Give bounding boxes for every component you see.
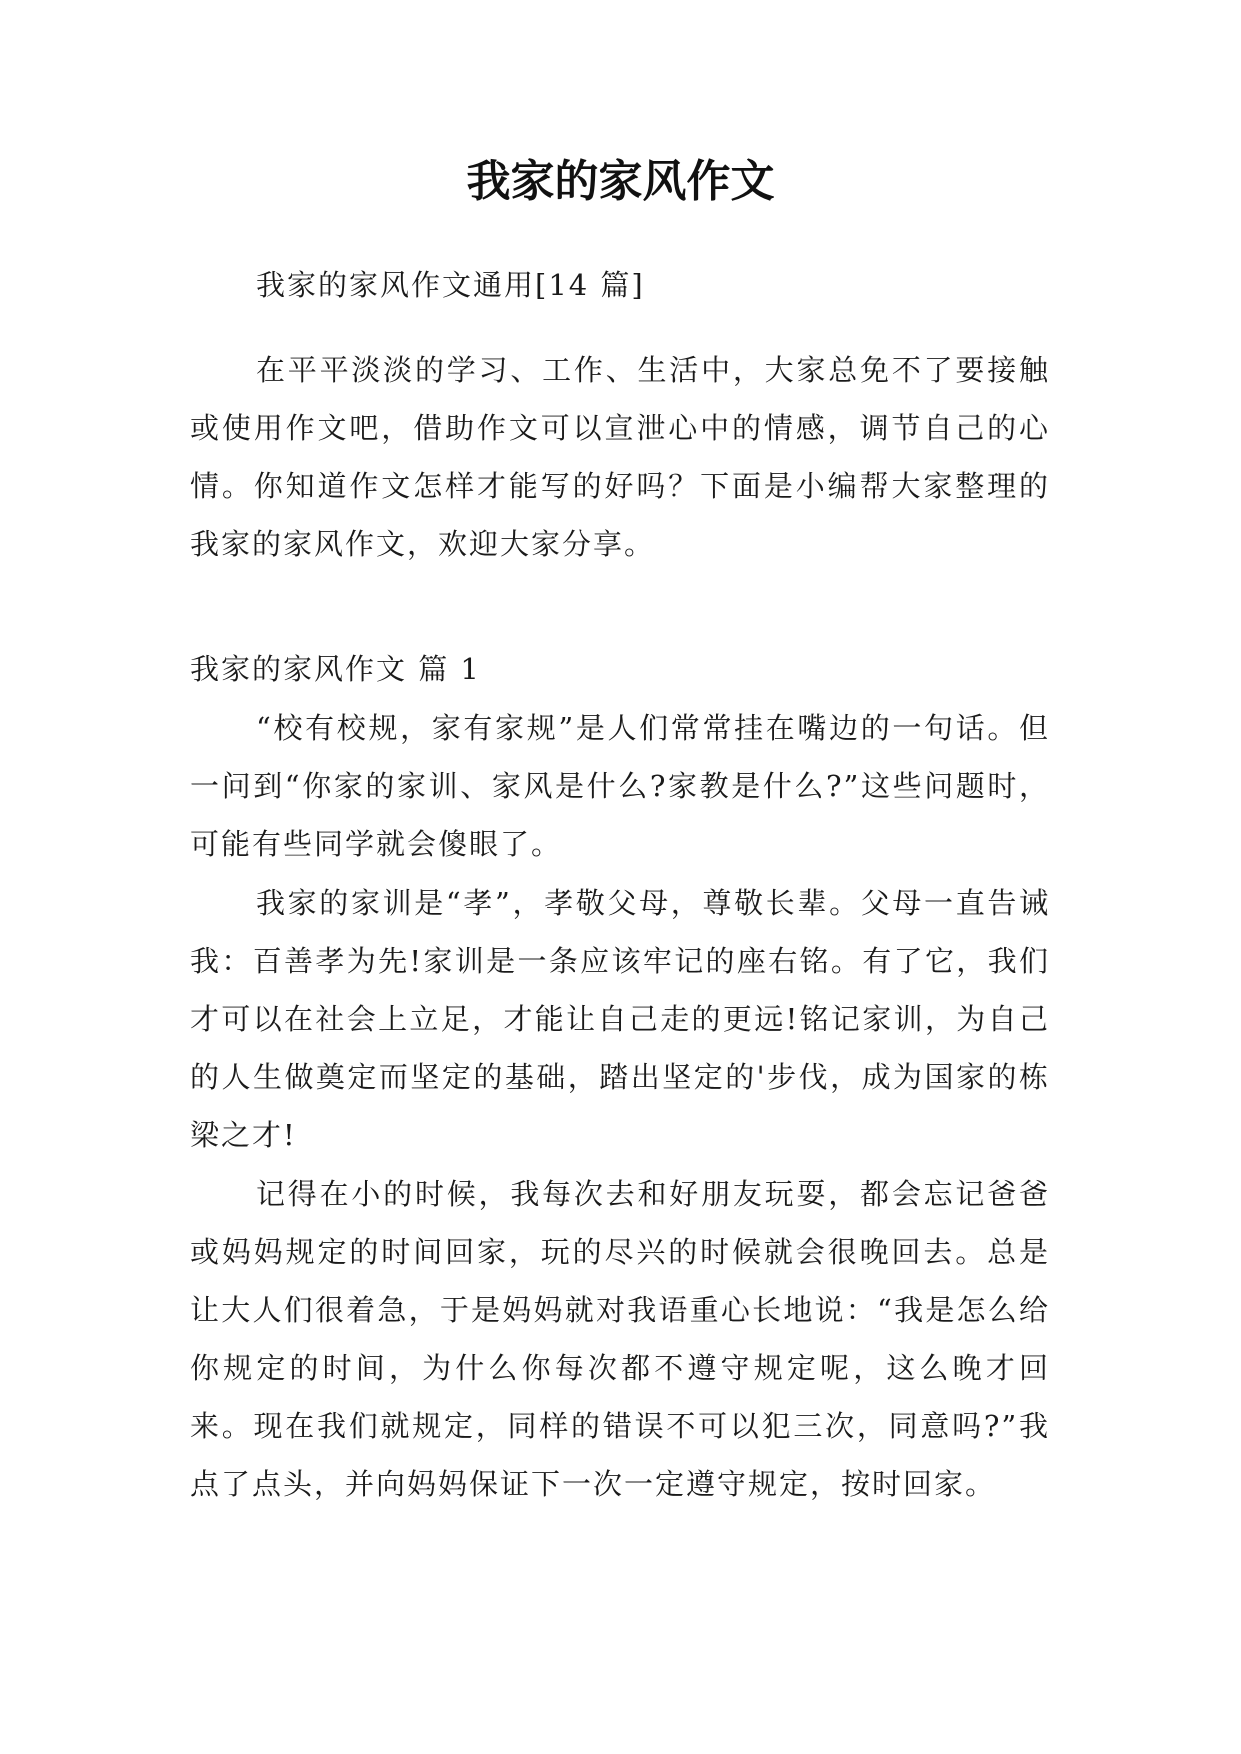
intro-paragraph: 在平平淡淡的学习、工作、生活中，大家总免不了要接触或使用作文吧，借助作文可以宣泄心中的情感，调节自己的心情。你知道作文怎样才能写的好吗？下面是小编帮大家整理的我家的家风作文，欢迎大家分享。: [190, 353, 1050, 561]
document-subtitle: 我家的家风作文通用[14 篇]: [256, 268, 645, 302]
document-title: 我家的家风作文: [466, 156, 775, 207]
paragraph: “校有校规，家有家规”是人们常常挂在嘴边的一句话。但一问到“你家的家训、家风是什么?家教是什么?”这些问题时，可能有些同学就会傻眼了。: [190, 711, 1050, 861]
paragraph: 记得在小的时候，我每次去和好朋友玩耍，都会忘记爸爸或妈妈规定的时间回家，玩的尽兴的时候就会很晚回去。总是让大人们很着急，于是妈妈就对我语重心长地说：“我是怎么给你规定的时间，为什么你每次都不遵守规定呢，这么晚才回来。现在我们就规定，同样的错误不可以犯三次，同意吗?”我点了点头，并向妈妈保证下一次一定遵守规定，按时回家。: [190, 1177, 1050, 1501]
section-heading: 我家的家风作文 篇 1: [190, 652, 481, 686]
paragraph: 我家的家训是“孝”，孝敬父母，尊敬长辈。父母一直告诫我：百善孝为先!家训是一条应该牢记的座右铭。有了它，我们才可以在社会上立足，才能让自己走的更远!铭记家训，为自己的人生做奠定而坚定的基础，踏出坚定的'步伐，成为国家的栋梁之才!: [190, 886, 1050, 1152]
